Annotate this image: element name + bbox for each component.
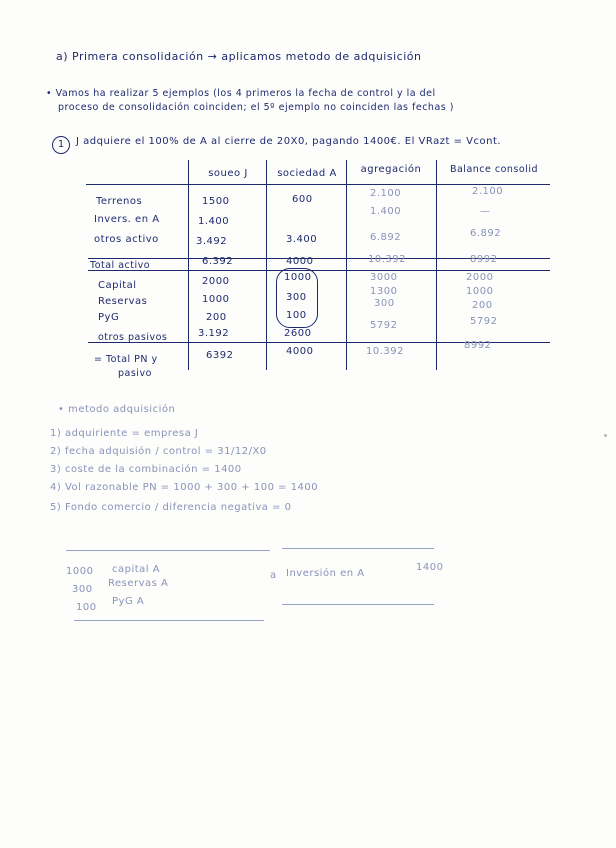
row-label-total-pn-2: pasivo xyxy=(118,368,152,379)
row-label-pyg: PyG xyxy=(98,312,120,323)
debit-2-amount: 300 xyxy=(72,584,93,595)
example-number: 1 xyxy=(52,136,70,154)
header-sociedad-j: soueo J xyxy=(208,168,248,179)
cell-capital-a: 1000 xyxy=(284,272,312,283)
col-divider-2 xyxy=(266,160,267,370)
debit-2-account: Reservas A xyxy=(108,578,169,589)
cell-total-pn-cons: 8992 xyxy=(464,340,492,351)
cell-pyg-a: 100 xyxy=(286,310,307,321)
cell-terrenos-j: 1500 xyxy=(202,196,230,207)
cell-inversion-agg: 1.400 xyxy=(370,206,402,217)
cell-otros-activo-a: 3.400 xyxy=(286,234,318,245)
debit-3-account: PyG A xyxy=(112,596,145,607)
row-label-otros-pasivos: otros pasivos xyxy=(98,332,168,343)
cell-terrenos-cons: 2.100 xyxy=(472,186,504,197)
cell-capital-agg: 3000 xyxy=(370,272,398,283)
page-speck xyxy=(604,434,607,437)
debit-3-amount: 100 xyxy=(76,602,97,613)
method-title: • metodo adquisición xyxy=(58,404,176,415)
col-divider-4 xyxy=(436,160,437,370)
example-statement: J adquiere el 100% de A al cierre de 20X0, pagando 1400€. El VRazt = Vcont. xyxy=(76,136,502,147)
cell-otros-pasivos-j: 3.192 xyxy=(198,328,230,339)
cell-otros-activo-j: 3.492 xyxy=(196,236,228,247)
intro-line-2: proceso de consolidación coinciden; el 5º ejemplo no coinciden las fechas ) xyxy=(58,102,454,113)
cell-pyg-agg: 300 xyxy=(374,298,395,309)
method-item-5: 5) Fondo comercio / diferencia negativa = 0 xyxy=(50,502,292,513)
cell-total-activo-j: 6.392 xyxy=(202,256,234,267)
cell-terrenos-a: 600 xyxy=(292,194,313,205)
row-label-reservas: Reservas xyxy=(98,296,148,307)
header-sociedad-a: sociedad A xyxy=(277,168,337,179)
debit-1-account: capital A xyxy=(112,564,161,575)
credit-account: Inversión en A xyxy=(286,568,365,579)
cell-inversion-cons: — xyxy=(480,206,491,217)
col-divider-3 xyxy=(346,160,347,370)
cell-total-activo-agg: 10.392 xyxy=(368,254,406,265)
cell-capital-cons: 2000 xyxy=(466,272,494,283)
total-activo-rule-bottom xyxy=(88,270,550,271)
cell-capital-j: 2000 xyxy=(202,276,230,287)
row-label-total-activo: Total activo xyxy=(90,260,151,271)
journal-rule-top-right xyxy=(282,548,434,549)
row-label-total-pn: = Total PN y xyxy=(94,354,158,365)
credit-amount: 1400 xyxy=(416,562,444,573)
journal-rule-bottom-left xyxy=(74,620,264,621)
journal-rule-top-left xyxy=(66,550,270,551)
cell-otros-activo-agg: 6.892 xyxy=(370,232,402,243)
cell-otros-pasivos-a: 2600 xyxy=(284,328,312,339)
cell-total-pn-agg: 10.392 xyxy=(366,346,404,357)
header-balance-consolidado: Balance consolid xyxy=(449,164,539,175)
journal-rule-bottom-right xyxy=(282,604,434,605)
cell-pyg-j: 200 xyxy=(206,312,227,323)
intro-line-1: • Vamos ha realizar 5 ejemplos (los 4 primeros la fecha de control y la del xyxy=(46,88,436,99)
cell-total-activo-a: 4000 xyxy=(286,256,314,267)
col-divider-1 xyxy=(188,160,189,370)
cell-reservas-cons: 1000 xyxy=(466,286,494,297)
debit-1-amount: 1000 xyxy=(66,566,94,577)
credit-separator: a xyxy=(270,570,277,581)
row-label-capital: Capital xyxy=(98,280,137,291)
row-label-inversion: Invers. en A xyxy=(94,214,160,225)
cell-otros-activo-cons: 6.892 xyxy=(470,228,502,239)
cell-terrenos-agg: 2.100 xyxy=(370,188,402,199)
cell-otros-pasivos-agg: 5792 xyxy=(370,320,398,331)
method-item-4: 4) Vol razonable PN = 1000 + 300 + 100 = 1400 xyxy=(50,482,319,493)
method-item-3: 3) coste de la combinación = 1400 xyxy=(50,464,242,475)
row-label-otros-activo: otros activo xyxy=(94,234,159,245)
row-label-terrenos: Terrenos xyxy=(96,196,143,207)
cell-reservas-agg: 1300 xyxy=(370,286,398,297)
cell-reservas-a: 300 xyxy=(286,292,307,303)
method-item-1: 1) adquiriente = empresa J xyxy=(50,428,199,439)
cell-otros-pasivos-cons: 5792 xyxy=(470,316,498,327)
section-heading: a) Primera consolidación → aplicamos metodo de adquisición xyxy=(56,50,422,63)
cell-reservas-j: 1000 xyxy=(202,294,230,305)
cell-total-pn-j: 6392 xyxy=(206,350,234,361)
cell-total-activo-cons: 8992 xyxy=(470,254,498,265)
header-rule xyxy=(86,184,550,185)
cell-pyg-cons: 200 xyxy=(472,300,493,311)
method-item-2: 2) fecha adquisión / control = 31/12/X0 xyxy=(50,446,267,457)
cell-total-pn-a: 4000 xyxy=(286,346,314,357)
cell-inversion-j: 1.400 xyxy=(198,216,230,227)
header-agregacion: agregación xyxy=(360,164,422,175)
